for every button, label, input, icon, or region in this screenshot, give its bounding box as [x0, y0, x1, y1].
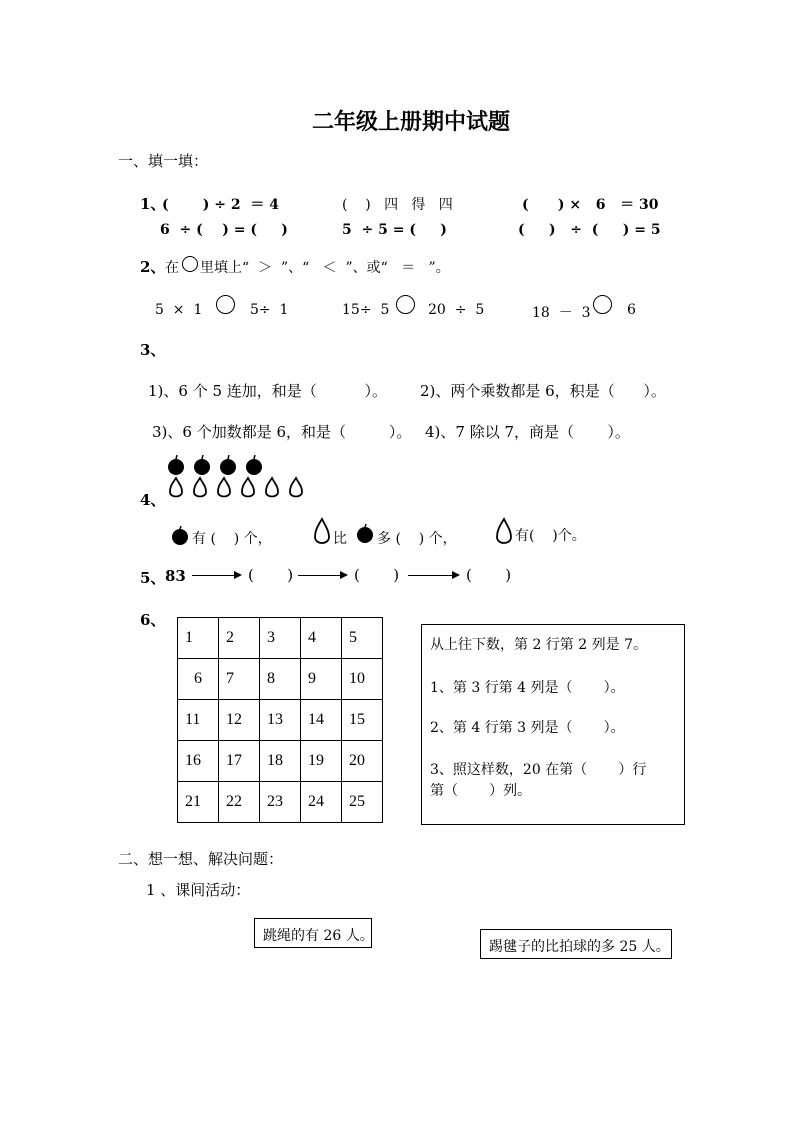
- grid-cell: 5: [342, 618, 383, 659]
- grid-cell: 8: [260, 659, 301, 700]
- q5-start: 83: [165, 567, 186, 585]
- section-2-heading: 二、想一想、解决问题：: [118, 850, 284, 868]
- q1-row2-b: 5 ÷ 5 = ( ): [342, 222, 447, 238]
- grid-row: [178, 741, 383, 782]
- grid-cell: 6: [178, 659, 219, 700]
- apple-icon: [246, 455, 262, 475]
- grid-cell: 10: [342, 659, 383, 700]
- q4-number: 4、: [140, 491, 166, 509]
- section-1-heading: 一、填一填：: [118, 152, 209, 170]
- grid-cell: 20: [342, 741, 383, 782]
- pear-icon: [170, 478, 182, 497]
- number-grid: [177, 617, 383, 823]
- q1-row1-c: ( ) × 6 ＝ 30: [522, 197, 659, 213]
- grid-cell: 3: [260, 618, 301, 659]
- q2-b-left: 15÷ 5: [342, 302, 390, 318]
- pear-icon: [290, 478, 302, 497]
- q1-row1-b: ( ) 四 得 四: [342, 197, 453, 213]
- compare-circle-c[interactable]: [593, 295, 612, 314]
- grid-cell: 21: [178, 782, 219, 823]
- pear-icon: [313, 517, 331, 551]
- q2-b-right: 20 ÷ 5: [428, 302, 485, 318]
- q3-item-3: 3)、6 个加数都是 6，和是（ ）。: [152, 423, 412, 441]
- grid-row: [178, 782, 383, 823]
- q2-text-before: 在: [165, 260, 179, 276]
- q2-a-left: 5 × 1: [155, 302, 203, 318]
- q2-number: 2、: [140, 258, 166, 276]
- pear-icon: [194, 478, 206, 497]
- q3-item-4: 4)、7 除以 7，商是（ ）。: [425, 423, 630, 441]
- grid-cell: 1: [178, 618, 219, 659]
- section-2-q1-label: 1 、课间活动：: [146, 881, 251, 899]
- grid-cell: 23: [260, 782, 301, 823]
- q2-c-left: 18 － 3: [532, 305, 591, 321]
- arrow-right-icon: [408, 575, 458, 576]
- q6-box-line-3: 2、第 4 行第 3 列是（ ）。: [430, 720, 625, 736]
- grid-cell: 7: [219, 659, 260, 700]
- q1-row2-a: 6 ÷ ( ) = ( ): [160, 222, 288, 238]
- grid-row: [178, 618, 383, 659]
- q4-part2-end: 多 ( ) 个，: [377, 531, 457, 547]
- arrow-right-icon: [298, 575, 346, 576]
- grid-cell: 13: [260, 700, 301, 741]
- pear-icon: [218, 478, 230, 497]
- grid-cell: 11: [178, 700, 219, 741]
- shuttlecock-text: 踢毽子的比拍球的多 25 人。: [489, 939, 670, 955]
- q1-row2-c: ( ) ÷ ( ) = 5: [518, 222, 661, 238]
- q6-box-line-1: 从上往下数，第 2 行第 2 列是 7。: [430, 637, 647, 653]
- grid-cell: 2: [219, 618, 260, 659]
- grid-cell: 4: [301, 618, 342, 659]
- jump-rope-text: 跳绳的有 26 人。: [263, 928, 374, 944]
- pear-icon: [495, 517, 513, 551]
- apple-icon: [355, 524, 375, 548]
- q1-number: 1、: [140, 195, 166, 213]
- grid-cell: 14: [301, 700, 342, 741]
- grid-cell: 22: [219, 782, 260, 823]
- pear-icon: [242, 478, 254, 497]
- q6-box-line-4b: 第（ ）列。: [430, 783, 532, 799]
- pear-icon: [266, 478, 278, 497]
- compare-circle-b[interactable]: [396, 295, 415, 314]
- grid-cell: 12: [219, 700, 260, 741]
- q4-part2-mid: 比: [333, 531, 347, 547]
- q5-blank-2: ( ): [354, 566, 400, 584]
- grid-cell: 17: [219, 741, 260, 782]
- q4-part3: 有( )个。: [515, 528, 586, 544]
- q1-row1-a: ( ) ÷ 2 ＝ 4: [162, 197, 279, 213]
- q2-c-right: 6: [627, 302, 636, 318]
- grid-cell: 24: [301, 782, 342, 823]
- q5-blank-1: ( ): [248, 566, 294, 584]
- q3-number: 3、: [140, 341, 166, 359]
- q6-box-line-2: 1、第 3 行第 4 列是（ ）。: [430, 680, 625, 696]
- page-title: 二年级上册期中试题: [312, 110, 511, 135]
- q3-item-1: 1)、6 个 5 连加，和是（ ）。: [148, 382, 387, 400]
- apple-icon: [220, 455, 236, 475]
- grid-row: [178, 659, 383, 700]
- q3-item-2: 2)、两个乘数都是 6，积是（ ）。: [420, 382, 666, 400]
- apple-icon: [168, 455, 184, 475]
- q2-a-right: 5÷ 1: [250, 302, 289, 318]
- grid-row: [178, 700, 383, 741]
- q5-number: 5、: [140, 569, 166, 587]
- pears-row: [166, 476, 316, 506]
- q6-number: 6、: [140, 611, 166, 629]
- grid-cell: 25: [342, 782, 383, 823]
- grid-cell: 19: [301, 741, 342, 782]
- apple-icon: [194, 455, 210, 475]
- circle-icon: [182, 256, 198, 272]
- grid-cell: 9: [301, 659, 342, 700]
- arrow-right-icon: [192, 575, 240, 576]
- grid-cell: 16: [178, 741, 219, 782]
- q5-blank-3: ( ): [466, 566, 512, 584]
- grid-cell: 15: [342, 700, 383, 741]
- q4-part1: 有 ( ) 个，: [192, 531, 272, 547]
- q6-box-line-4a: 3、照这样数，20 在第（ ）行: [430, 762, 647, 778]
- grid-cell: 18: [260, 741, 301, 782]
- compare-circle-a[interactable]: [216, 295, 235, 314]
- q2-text-after: 里填上“ ＞ ”、“ ＜ ”、或“ ＝ ”。: [200, 260, 450, 276]
- apple-icon: [170, 526, 190, 550]
